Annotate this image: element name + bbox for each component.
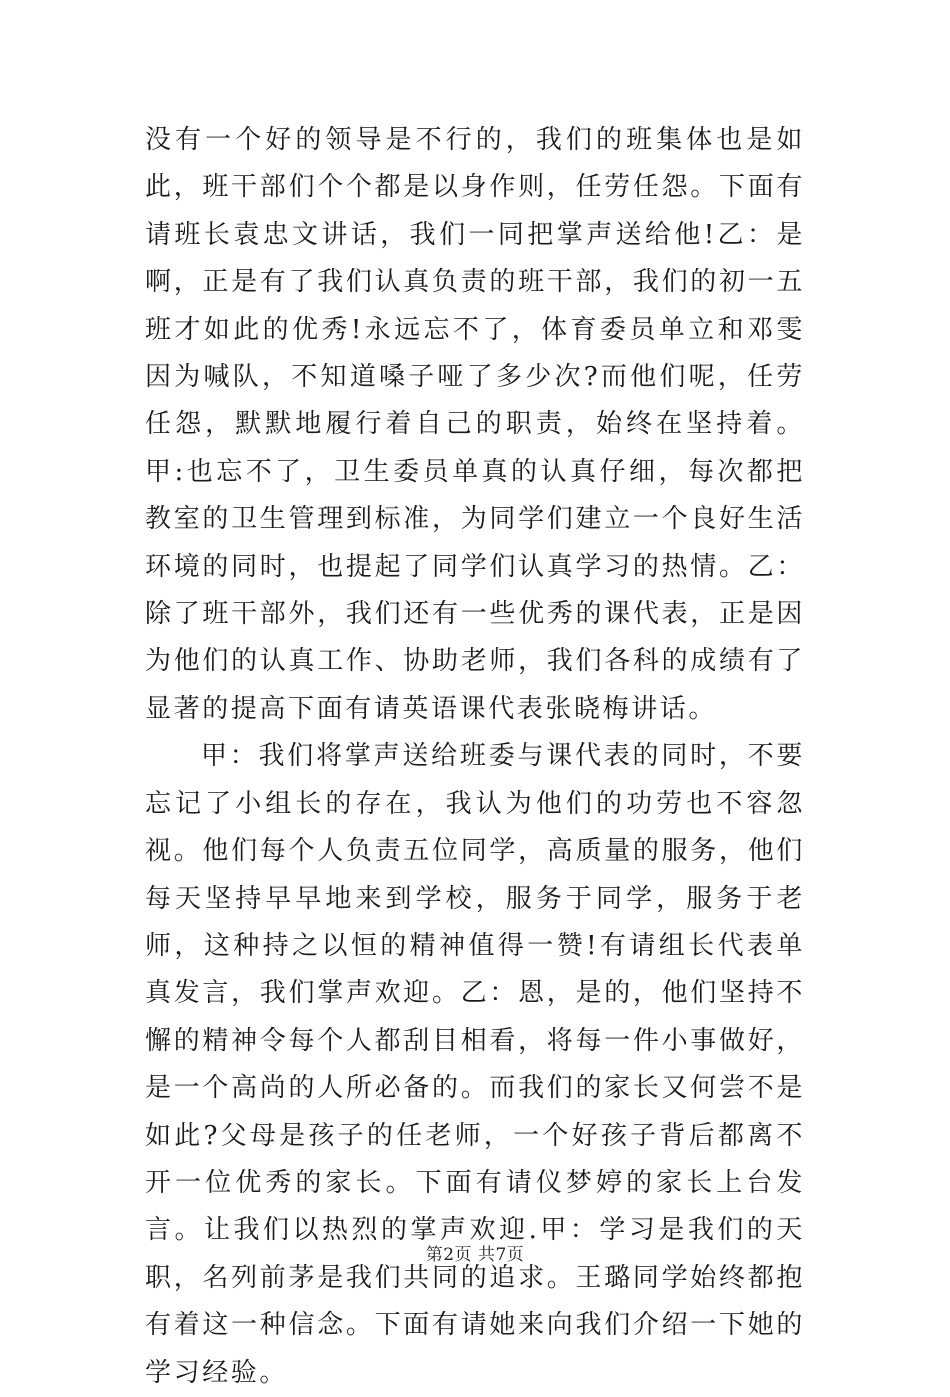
- paragraph-1: 没有一个好的领导是不行的，我们的班集体也是如此，班干部们个个都是以身作则，任劳任怨。下面有请班长袁忠文讲话，我们一同把掌声送给他!乙：是啊，正是有了我们认真负责的班干部，我们的初一五班才如此的优秀!永远忘不了，体育委员单立和邓雯因为喊队，不知道嗓子哑了多少次?而他们呢，任劳任怨，默默地履行着自己的职责，始终在坚持着。甲:也忘不了，卫生委员单真的认真仔细，每次都把教室的卫生管理到标准，为同学们建立一个良好生活环境的同时，也提起了同学们认真学习的热情。乙：除了班干部外，我们还有一些优秀的课代表，正是因为他们的认真工作、协助老师，我们各科的成绩有了显著的提高下面有请英语课代表张晓梅讲话。: [145, 125, 805, 724]
- paragraph-2: 甲：我们将掌声送给班委与课代表的同时，不要忘记了小组长的存在，我认为他们的功劳也不容忽视。他们每个人负责五位同学，高质量的服务，他们每天坚持早早地来到学校，服务于同学，服务于老师，这种持之以恒的精神值得一赞!有请组长代表单真发言，我们掌声欢迎。乙：恩，是的，他们坚持不懈的精神令每个人都刮目相看，将每一件小事做好，是一个高尚的人所必备的。而我们的家长又何尝不是如此?父母是孩子的任老师，一个好孩子背后都离不开一位优秀的家长。下面有请仪梦婷的家长上台发言。让我们以热烈的掌声欢迎.甲：学习是我们的天职，名列前茅是我们共同的追求。王璐同学始终都抱有着这一种信念。下面有请她来向我们介绍一下她的学习经验。: [145, 741, 805, 1388]
- page-footer: 第2页 共7页: [425, 1245, 525, 1265]
- body-text: [145, 117, 805, 1397]
